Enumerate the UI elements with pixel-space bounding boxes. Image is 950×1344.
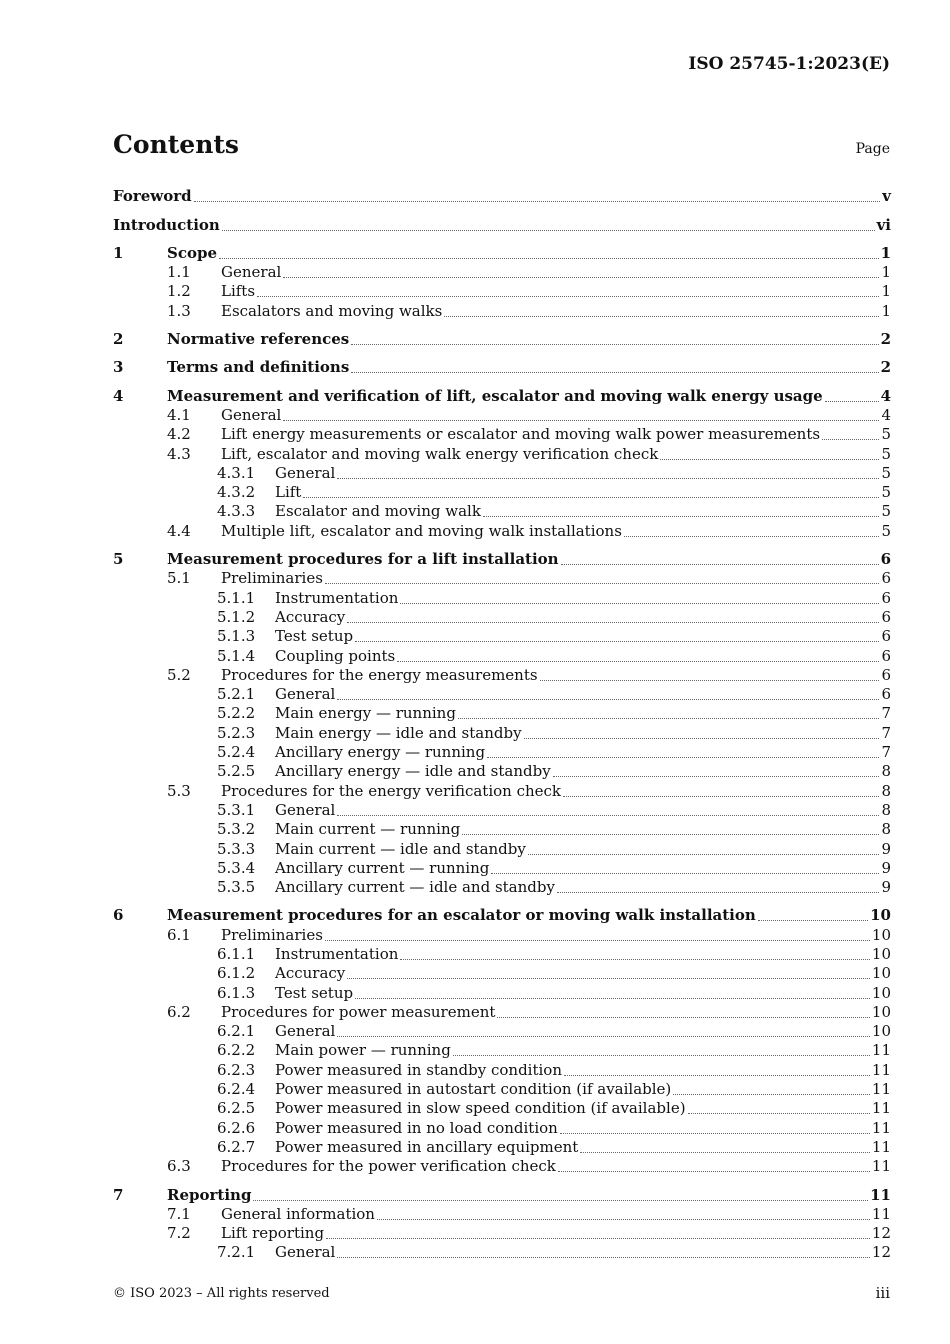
toc-entry-title: Main current — idle and standby	[275, 839, 526, 858]
toc-entry-number: 5	[113, 550, 124, 569]
toc-entry[interactable]	[113, 463, 891, 482]
toc-entry[interactable]	[113, 858, 891, 877]
toc-entry-title: Lift energy measurements or escalator and moving walk power measurements	[221, 425, 821, 444]
toc-leader-dots	[624, 535, 880, 537]
toc-entry-page: 8	[881, 820, 891, 839]
contents-title: Contents	[113, 130, 240, 159]
toc-entry-title: Measurement procedures for an escalator or moving walk installation	[167, 906, 756, 925]
toc-entry-number: 6.1.1	[217, 944, 256, 963]
toc-entry-number: 4.1	[167, 405, 191, 424]
toc-entry-page: 6	[880, 550, 891, 569]
toc-entry-title: Main energy — running	[275, 704, 456, 723]
toc-entry-title: Reporting	[167, 1185, 252, 1204]
toc-entry-page: 6	[881, 627, 891, 646]
toc-leader-dots	[487, 756, 879, 758]
toc-entry-title: Escalators and moving walks	[221, 301, 443, 320]
toc-leader-dots	[355, 997, 870, 999]
toc-entry-page: 8	[881, 800, 891, 819]
toc-entry-title: General	[275, 463, 336, 482]
toc-entry[interactable]	[113, 587, 891, 606]
toc-leader-dots	[557, 891, 879, 893]
toc-entry-number: 5.2.5	[217, 762, 256, 781]
toc-entry[interactable]	[113, 520, 891, 539]
toc-entry-number: 5.1	[167, 569, 191, 588]
toc-entry-page: 12	[871, 1243, 891, 1262]
toc-entry[interactable]	[113, 443, 891, 462]
toc-leader-dots	[303, 496, 879, 498]
page-number: iii	[875, 1284, 890, 1302]
toc-entry-page: 11	[870, 1185, 891, 1204]
toc-entry-title: Power measured in standby condition	[275, 1060, 562, 1079]
toc-entry-number: 5.1.3	[217, 627, 256, 646]
toc-entry[interactable]	[113, 626, 891, 645]
toc-entry-number: 5.3.3	[217, 839, 256, 858]
toc-entry[interactable]	[113, 665, 891, 684]
toc-leader-dots	[553, 775, 880, 777]
toc-entry-page: 4	[880, 386, 891, 405]
toc-leader-dots	[528, 853, 880, 855]
toc-entry-title: Instrumentation	[275, 588, 399, 607]
toc-entry-page: 11	[871, 1204, 891, 1223]
toc-entry[interactable]	[113, 645, 891, 664]
toc-entry-number: 4.3.2	[217, 483, 256, 502]
toc-entry-page: 6	[881, 685, 891, 704]
toc-leader-dots	[822, 438, 879, 440]
toc-entry-title: General	[221, 405, 282, 424]
toc-entry-page: 5	[881, 521, 891, 540]
toc-leader-dots	[560, 1132, 870, 1134]
toc-entry-number: 5.3.4	[217, 858, 256, 877]
toc-entry-title: Accuracy	[275, 607, 346, 626]
toc-entry-page: 10	[870, 906, 891, 925]
toc-leader-dots	[483, 515, 880, 517]
toc-entry[interactable]	[113, 501, 891, 520]
toc-entry-title: Main current — running	[275, 820, 461, 839]
toc-leader-dots	[194, 200, 881, 202]
toc-leader-dots	[462, 833, 879, 835]
toc-entry-number: 4	[113, 386, 124, 405]
toc-leader-dots	[326, 1237, 870, 1239]
toc-entry[interactable]	[113, 819, 891, 838]
toc-entry-number: 6.2.1	[217, 1022, 256, 1041]
document-id: ISO 25745-1:2023(E)	[688, 54, 890, 74]
toc-entry-page: 1	[881, 263, 891, 282]
toc-entry-number: 4.3.3	[217, 502, 256, 521]
toc-entry-title: Introduction	[113, 215, 220, 234]
toc-entry[interactable]	[113, 742, 891, 761]
toc-entry-title: Power measured in no load condition	[275, 1118, 558, 1137]
toc-leader-dots	[337, 698, 879, 700]
toc-leader-dots	[355, 640, 879, 642]
toc-leader-dots	[444, 315, 879, 317]
toc-entry-page: 4	[881, 405, 891, 424]
toc-entry-title: Procedures for power measurement	[221, 1002, 496, 1021]
toc-entry[interactable]	[113, 780, 891, 799]
toc-entry-title: Ancillary current — idle and standby	[275, 878, 555, 897]
toc-entry[interactable]	[113, 262, 891, 281]
toc-entry[interactable]	[113, 1204, 891, 1223]
copyright-notice: © ISO 2023 – All rights reserved	[113, 1286, 330, 1301]
table-of-contents	[113, 186, 891, 1261]
toc-entry[interactable]	[113, 186, 891, 205]
toc-entry-page: 10	[871, 1002, 891, 1021]
toc-entry[interactable]	[113, 1040, 891, 1059]
toc-entry-title: Accuracy	[275, 964, 346, 983]
toc-leader-dots	[257, 295, 879, 297]
toc-entry-number: 7.1	[167, 1204, 191, 1223]
toc-entry-page: 5	[881, 463, 891, 482]
page-column-label: Page	[855, 141, 890, 157]
toc-entry-page: 12	[871, 1224, 891, 1243]
toc-entry[interactable]	[113, 944, 891, 963]
toc-entry-number: 5.1.4	[217, 646, 256, 665]
toc-entry-page: 2	[880, 330, 891, 349]
toc-entry[interactable]	[113, 924, 891, 943]
toc-entry-page: 9	[881, 878, 891, 897]
toc-entry-page: 6	[881, 665, 891, 684]
toc-entry[interactable]	[113, 1184, 891, 1203]
toc-leader-dots	[351, 371, 878, 373]
toc-entry-title: Preliminaries	[221, 569, 323, 588]
toc-entry-title: Ancillary energy — running	[275, 743, 486, 762]
toc-entry-page: v	[882, 187, 891, 206]
toc-entry-page: 10	[871, 983, 891, 1002]
toc-entry-page: 5	[881, 502, 891, 521]
toc-entry-number: 4.3	[167, 444, 191, 463]
toc-entry-title: Lift, escalator and moving walk energy verification check	[221, 444, 659, 463]
toc-entry-title: Normative references	[167, 330, 350, 349]
toc-entry[interactable]	[113, 357, 891, 376]
toc-entry[interactable]	[113, 300, 891, 319]
toc-entry[interactable]	[113, 1002, 891, 1021]
toc-entry[interactable]	[113, 405, 891, 424]
toc-leader-dots	[283, 419, 879, 421]
toc-entry-page: 11	[871, 1080, 891, 1099]
toc-leader-dots	[558, 1170, 870, 1172]
toc-entry-number: 6.2.3	[217, 1060, 256, 1079]
toc-leader-dots	[347, 621, 879, 623]
toc-entry[interactable]	[113, 684, 891, 703]
toc-leader-dots	[347, 977, 870, 979]
toc-entry-page: 10	[871, 944, 891, 963]
toc-entry[interactable]	[113, 838, 891, 857]
toc-entry-number: 5.1.1	[217, 588, 256, 607]
toc-entry[interactable]	[113, 722, 891, 741]
toc-entry-page: 11	[871, 1137, 891, 1156]
toc-entry-number: 1.1	[167, 263, 191, 282]
toc-entry-page: 6	[881, 607, 891, 626]
toc-entry[interactable]	[113, 1098, 891, 1117]
toc-entry[interactable]	[113, 761, 891, 780]
toc-entry-page: 2	[880, 358, 891, 377]
toc-entry-number: 1.3	[167, 301, 191, 320]
toc-entry-number: 3	[113, 358, 124, 377]
toc-entry-page: 8	[881, 762, 891, 781]
toc-entry[interactable]	[113, 800, 891, 819]
toc-entry-number: 7.2	[167, 1224, 191, 1243]
toc-entry-title: General	[275, 685, 336, 704]
toc-leader-dots	[497, 1016, 870, 1018]
toc-entry-page: 11	[871, 1041, 891, 1060]
toc-entry[interactable]	[113, 1137, 891, 1156]
toc-entry-title: General	[275, 800, 336, 819]
toc-entry-number: 6.2.5	[217, 1099, 256, 1118]
toc-entry-title: Main energy — idle and standby	[275, 723, 522, 742]
toc-leader-dots	[758, 919, 868, 921]
toc-entry-page: 7	[881, 723, 891, 742]
toc-entry-number: 7.2.1	[217, 1243, 256, 1262]
toc-entry-number: 6.2	[167, 1002, 191, 1021]
toc-entry-title: Ancillary energy — idle and standby	[275, 762, 551, 781]
toc-entry-title: Ancillary current — running	[275, 858, 490, 877]
toc-leader-dots	[540, 679, 880, 681]
toc-leader-dots	[400, 602, 879, 604]
toc-entry-title: Multiple lift, escalator and moving walk installations	[221, 521, 622, 540]
toc-entry-page: 10	[871, 964, 891, 983]
toc-entry-page: vi	[876, 215, 891, 234]
toc-entry-page: 5	[881, 483, 891, 502]
toc-entry-page: 7	[881, 704, 891, 723]
toc-entry-title: Procedures for the energy measurements	[221, 665, 538, 684]
toc-entry-page: 6	[881, 588, 891, 607]
toc-entry-page: 6	[881, 569, 891, 588]
toc-leader-dots	[563, 795, 879, 797]
toc-entry-title: Measurement and verification of lift, escalator and moving walk energy usage	[167, 386, 823, 405]
toc-entry[interactable]	[113, 482, 891, 501]
toc-entry[interactable]	[113, 568, 891, 587]
toc-entry-number: 5.2	[167, 665, 191, 684]
toc-entry-title: General	[221, 263, 282, 282]
toc-leader-dots	[660, 458, 879, 460]
toc-entry-title: Procedures for the power verification check	[221, 1157, 556, 1176]
toc-entry[interactable]	[113, 703, 891, 722]
toc-entry-number: 5.3.5	[217, 878, 256, 897]
toc-entry-title: Measurement procedures for a lift installation	[167, 550, 559, 569]
toc-entry-page: 9	[881, 858, 891, 877]
toc-entry-title: Lift reporting	[221, 1224, 325, 1243]
toc-entry-page: 11	[871, 1157, 891, 1176]
toc-entry-number: 4.4	[167, 521, 191, 540]
toc-entry-number: 6.1.2	[217, 964, 256, 983]
toc-entry[interactable]	[113, 424, 891, 443]
toc-entry-number: 6.1.3	[217, 983, 256, 1002]
toc-entry-title: Preliminaries	[221, 925, 323, 944]
toc-entry[interactable]	[113, 243, 891, 262]
toc-leader-dots	[253, 1199, 868, 1201]
toc-entry-title: Power measured in slow speed condition (if available)	[275, 1099, 686, 1118]
toc-entry-page: 7	[881, 743, 891, 762]
toc-entry-title: Lift	[275, 483, 302, 502]
toc-entry[interactable]	[113, 1156, 891, 1175]
toc-leader-dots	[325, 582, 880, 584]
toc-entry-number: 1	[113, 243, 124, 262]
toc-leader-dots	[673, 1093, 870, 1095]
toc-entry-number: 5.2.1	[217, 685, 256, 704]
toc-leader-dots	[561, 563, 879, 565]
toc-entry-number: 6.2.2	[217, 1041, 256, 1060]
toc-entry-number: 7	[113, 1185, 124, 1204]
toc-leader-dots	[400, 958, 870, 960]
toc-entry-number: 5.2.4	[217, 743, 256, 762]
toc-leader-dots	[337, 477, 879, 479]
toc-entry-number: 5.1.2	[217, 607, 256, 626]
toc-entry-number: 6.2.6	[217, 1118, 256, 1137]
toc-entry[interactable]	[113, 982, 891, 1001]
toc-entry-number: 6.1	[167, 925, 191, 944]
toc-entry-title: Lifts	[221, 282, 256, 301]
toc-entry-title: Instrumentation	[275, 944, 399, 963]
toc-entry[interactable]	[113, 1079, 891, 1098]
toc-leader-dots	[458, 717, 880, 719]
toc-entry[interactable]	[113, 877, 891, 896]
toc-leader-dots	[825, 400, 879, 402]
toc-entry[interactable]	[113, 1117, 891, 1136]
toc-entry-title: General	[275, 1022, 336, 1041]
toc-entry-title: Foreword	[113, 187, 192, 206]
toc-entry-page: 11	[871, 1118, 891, 1137]
toc-entry-title: Terms and definitions	[167, 358, 350, 377]
toc-entry-page: 11	[871, 1060, 891, 1079]
toc-leader-dots	[325, 939, 870, 941]
toc-entry-title: General	[275, 1243, 336, 1262]
toc-leader-dots	[397, 660, 879, 662]
toc-entry[interactable]	[113, 281, 891, 300]
toc-entry-number: 2	[113, 330, 124, 349]
toc-entry-number: 5.2.2	[217, 704, 256, 723]
toc-leader-dots	[351, 343, 878, 345]
toc-entry[interactable]	[113, 1223, 891, 1242]
toc-entry-title: Main power — running	[275, 1041, 451, 1060]
toc-entry-title: Scope	[167, 243, 218, 262]
toc-entry-title: Test setup	[275, 983, 354, 1002]
toc-entry-number: 5.3	[167, 781, 191, 800]
toc-entry-number: 5.3.1	[217, 800, 256, 819]
toc-entry[interactable]	[113, 963, 891, 982]
toc-entry[interactable]	[113, 607, 891, 626]
toc-entry[interactable]	[113, 905, 891, 924]
toc-entry-number: 5.3.2	[217, 820, 256, 839]
toc-entry-page: 5	[881, 444, 891, 463]
toc-entry-title: Escalator and moving walk	[275, 502, 481, 521]
toc-entry-number: 6.3	[167, 1157, 191, 1176]
toc-leader-dots	[453, 1054, 870, 1056]
toc-entry-number: 6	[113, 906, 124, 925]
toc-entry-title: General information	[221, 1204, 375, 1223]
toc-entry-title: Power measured in autostart condition (if available)	[275, 1080, 672, 1099]
toc-entry-page: 10	[871, 1022, 891, 1041]
toc-entry-number: 4.2	[167, 425, 191, 444]
toc-entry[interactable]	[113, 329, 891, 348]
toc-entry[interactable]	[113, 549, 891, 568]
toc-leader-dots	[337, 814, 879, 816]
toc-entry[interactable]	[113, 1021, 891, 1040]
toc-entry-title: Power measured in ancillary equipment	[275, 1137, 579, 1156]
toc-entry-number: 6.2.4	[217, 1080, 256, 1099]
toc-leader-dots	[377, 1218, 870, 1220]
toc-entry-title: Procedures for the energy verification check	[221, 781, 562, 800]
toc-leader-dots	[219, 257, 879, 259]
toc-entry[interactable]	[113, 1059, 891, 1078]
toc-entry-page: 1	[880, 243, 891, 262]
toc-entry-page: 5	[881, 425, 891, 444]
toc-entry-page: 6	[881, 646, 891, 665]
toc-entry-page: 8	[881, 781, 891, 800]
toc-entry[interactable]	[113, 1242, 891, 1261]
toc-leader-dots	[524, 737, 880, 739]
toc-leader-dots	[337, 1256, 870, 1258]
toc-entry-page: 1	[881, 282, 891, 301]
toc-entry-page: 10	[871, 925, 891, 944]
toc-entry[interactable]	[113, 385, 891, 404]
toc-leader-dots	[564, 1074, 870, 1076]
toc-leader-dots	[283, 276, 879, 278]
toc-entry-number: 5.2.3	[217, 723, 256, 742]
toc-entry-number: 6.2.7	[217, 1137, 256, 1156]
toc-entry-title: Test setup	[275, 627, 354, 646]
toc-entry-page: 11	[871, 1099, 891, 1118]
toc-leader-dots	[491, 872, 879, 874]
toc-entry-number: 1.2	[167, 282, 191, 301]
toc-leader-dots	[337, 1035, 870, 1037]
toc-entry-page: 9	[881, 839, 891, 858]
toc-leader-dots	[222, 229, 875, 231]
toc-leader-dots	[688, 1112, 870, 1114]
toc-leader-dots	[580, 1151, 870, 1153]
toc-entry[interactable]	[113, 214, 891, 233]
toc-entry-number: 4.3.1	[217, 463, 256, 482]
toc-entry-page: 1	[881, 301, 891, 320]
toc-entry-title: Coupling points	[275, 646, 396, 665]
